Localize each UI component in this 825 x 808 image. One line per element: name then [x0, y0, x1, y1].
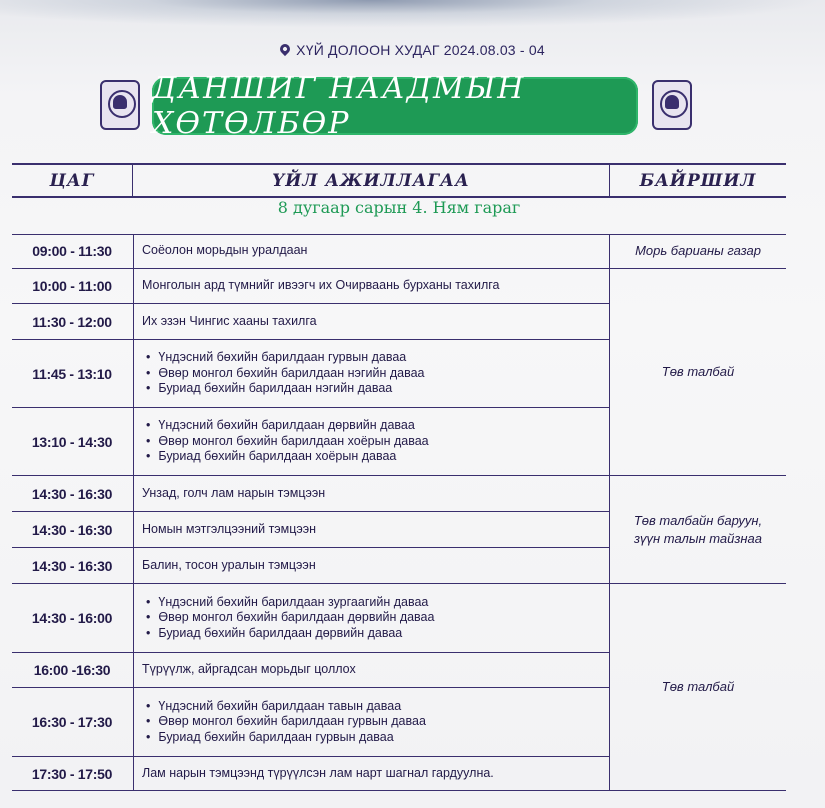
location-text: ХҮЙ ДОЛООН ХУДАГ 2024.08.03 - 04 — [296, 42, 545, 58]
activity-item: • Буриад бөхийн барилдаан хоёрын даваа — [142, 449, 609, 465]
event-location — [0, 42, 825, 58]
activity-item: Лам нарын тэмцээнд түрүүлсэн лам нарт шагнал гардуулна. — [142, 765, 494, 780]
location-cell: Төв талбай — [609, 584, 786, 791]
row-time: 14:30 - 16:30 — [31, 485, 113, 502]
activity-item: • Үндэсний бөхийн барилдаан зургаагийн даваа — [142, 595, 609, 611]
table-row — [12, 512, 609, 548]
row-activity — [133, 269, 609, 303]
activity-item: • Үндэсний бөхийн барилдаан тавын даваа — [142, 699, 609, 715]
row-time: 14:30 - 16:30 — [31, 521, 113, 538]
row-time: 17:30 - 17:50 — [31, 765, 113, 782]
activity-item: • Өвөр монгол бөхийн барилдаан дөрвийн даваа — [142, 610, 609, 626]
row-time: 16:00 -16:30 — [33, 662, 111, 678]
activity-item: Соёолон морьдын уралдаан — [142, 243, 308, 258]
schedule-date: 8 дугаар сарын 4. Ням гараг — [277, 198, 521, 217]
activity-item: • Үндэсний бөхийн барилдаан дөрвийн даваа — [142, 418, 609, 434]
row-activity — [133, 512, 609, 547]
row-time: 14:30 - 16:30 — [31, 557, 113, 574]
table-row — [12, 408, 609, 476]
table-row — [12, 584, 609, 653]
row-activity — [133, 584, 609, 652]
table-row — [12, 269, 609, 304]
row-activity — [133, 548, 609, 583]
activity-item: Балин, тосон уралын тэмцээн — [142, 557, 316, 572]
title-banner — [152, 71, 638, 141]
table-header-row — [12, 163, 786, 198]
activity-item: Түрүүлж, айргадсан морьдыг цоллох — [142, 662, 356, 677]
table-row — [12, 234, 609, 269]
activity-item: Их эзэн Чингис хааны тахилга — [142, 313, 317, 328]
activity-item: • Өвөр монгол бөхийн барилдаан гурвын даваа — [142, 714, 609, 730]
activity-item: Унзад, голч лам нарын тэмцээн — [142, 485, 326, 500]
activity-item: • Өвөр монгол бөхийн барилдаан хоёрын даваа — [142, 434, 609, 450]
row-activity — [133, 340, 609, 407]
activity-item: • Өвөр монгол бөхийн барилдаан нэгийн даваа — [142, 366, 609, 382]
activity-item: • Буриад бөхийн барилдаан гурвын даваа — [142, 730, 609, 746]
table-row — [12, 653, 609, 688]
emblem-right-icon — [652, 80, 692, 130]
activity-item: Номын мэтгэлцээний тэмцээн — [142, 521, 317, 536]
table-row — [12, 757, 609, 791]
column-header-time: ЦАГ — [49, 170, 95, 191]
table-row — [12, 688, 609, 757]
row-activity — [133, 757, 609, 790]
row-time: 11:30 - 12:00 — [32, 313, 112, 330]
row-activity — [133, 653, 609, 687]
header-background-art — [0, 0, 825, 28]
activity-item: • Буриад бөхийн барилдаан дөрвийн даваа — [142, 626, 609, 642]
emblem-left-icon — [100, 80, 140, 130]
table-row — [12, 476, 609, 512]
row-time: 10:00 - 11:00 — [32, 278, 112, 294]
location-cell: Төв талбайн баруун, зүүн талын тайзнаа — [609, 476, 786, 584]
row-time: 13:10 - 14:30 — [31, 433, 113, 450]
location-pin-icon — [278, 42, 292, 56]
row-time: 14:30 - 16:00 — [31, 610, 113, 626]
table-row — [12, 548, 609, 584]
location-cell: Төв талбай — [609, 269, 786, 476]
activity-item: • Үндэсний бөхийн барилдаан гурвын даваа — [142, 350, 609, 366]
activity-item: Монголын ард түмнийг ивээгч их Очирваань бурханы тахилга — [142, 278, 500, 293]
row-time: 11:45 - 13:10 — [32, 365, 112, 382]
row-activity — [133, 234, 609, 268]
page-title: ДАНШИГ НААДМЫН ХӨТӨЛБӨР — [152, 71, 526, 141]
row-activity — [133, 304, 609, 339]
table-row — [12, 340, 609, 408]
column-header-location: БАЙРШИЛ — [639, 170, 757, 191]
row-activity — [133, 476, 609, 511]
schedule-table-header — [12, 163, 786, 217]
row-activity — [133, 688, 609, 756]
row-time: 16:30 - 17:30 — [31, 714, 113, 730]
row-activity — [133, 408, 609, 475]
row-time: 09:00 - 11:30 — [32, 243, 112, 259]
activity-item: • Буриад бөхийн барилдаан нэгийн даваа — [142, 381, 609, 397]
table-row — [12, 304, 609, 340]
column-header-activity: ҮЙЛ АЖИЛЛАГАА — [272, 170, 470, 191]
location-cell: Морь барианы газар — [609, 234, 786, 269]
